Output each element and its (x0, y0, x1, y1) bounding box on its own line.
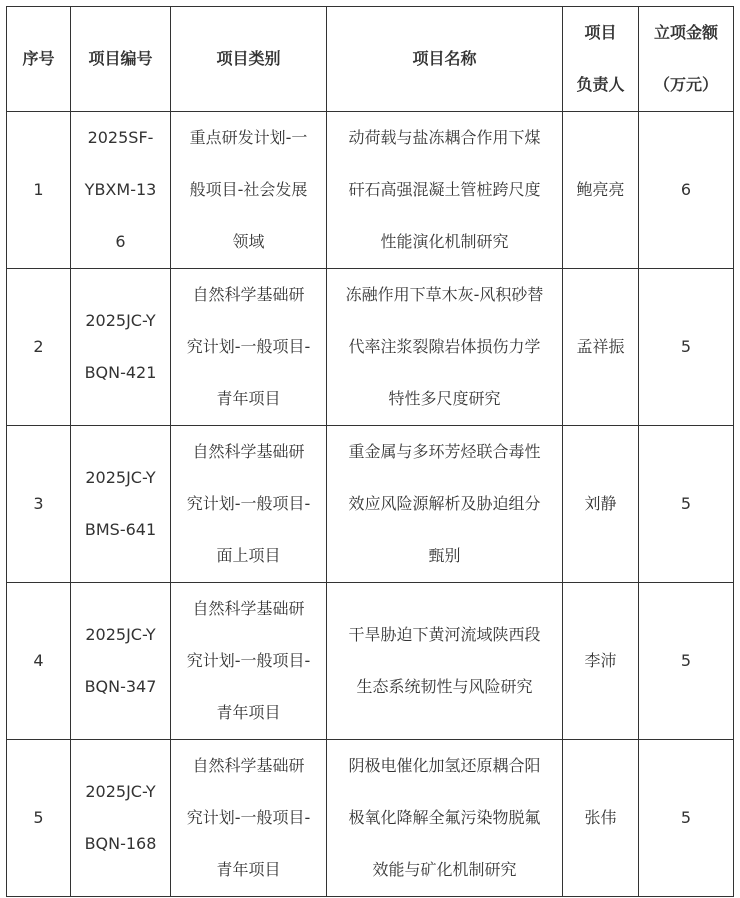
cell-code-line: 2025JC-Y (85, 782, 156, 801)
cell-leader: 鲍亮亮 (563, 112, 639, 269)
cell-category-line: 究计划-一般项目- (186, 808, 311, 827)
cell-amount: 6 (639, 112, 734, 269)
cell-code-line: 6 (115, 232, 126, 251)
cell-name-line: 矸石高强混凝土管桩跨尺度 (348, 180, 541, 199)
cell-index: 2 (7, 269, 71, 426)
header-code: 项目编号 (71, 7, 171, 112)
header-category: 项目类别 (171, 7, 327, 112)
cell-category-line: 究计划-一般项目- (186, 337, 311, 356)
cell-code (71, 583, 171, 740)
cell-category-line: 般项目-社会发展 (189, 180, 308, 199)
header-amount-line1: 立项金额 (653, 23, 718, 42)
cell-name-line: 特性多尺度研究 (388, 389, 501, 408)
cell-code-line: BQN-168 (84, 834, 157, 853)
cell-amount: 5 (639, 426, 734, 583)
cell-amount: 5 (639, 583, 734, 740)
cell-leader: 李沛 (563, 583, 639, 740)
cell-category-line: 自然科学基础研 (192, 442, 305, 461)
header-leader-line2: 负责人 (576, 75, 625, 94)
cell-name-line: 动荷载与盐冻耦合作用下煤 (348, 128, 541, 147)
cell-category-line: 重点研发计划-一 (189, 128, 308, 147)
cell-name-line: 代率注浆裂隙岩体损伤力学 (348, 337, 541, 356)
cell-name-line: 效应风险源解析及胁迫组分 (348, 494, 541, 513)
cell-category (171, 426, 327, 583)
cell-category-line: 究计划-一般项目- (186, 494, 311, 513)
cell-name (327, 269, 563, 426)
cell-category (171, 112, 327, 269)
cell-category-line: 领域 (232, 232, 265, 251)
cell-name (327, 112, 563, 269)
cell-code-line: 2025JC-Y (85, 468, 156, 487)
cell-name (327, 583, 563, 740)
cell-category (171, 740, 327, 897)
cell-index: 4 (7, 583, 71, 740)
cell-amount: 5 (639, 269, 734, 426)
cell-name (327, 740, 563, 897)
cell-code-line: BQN-347 (84, 677, 157, 696)
table-row (7, 112, 734, 269)
cell-category-line: 青年项目 (216, 389, 281, 408)
cell-category-line: 面上项目 (216, 546, 281, 565)
cell-index: 5 (7, 740, 71, 897)
cell-name-line: 极氧化降解全氟污染物脱氟 (348, 808, 541, 827)
cell-name-line: 性能演化机制研究 (380, 232, 509, 251)
cell-category (171, 269, 327, 426)
cell-leader: 张伟 (563, 740, 639, 897)
cell-category-line: 青年项目 (216, 703, 281, 722)
cell-code (71, 426, 171, 583)
table-header-row (7, 7, 734, 112)
cell-code (71, 740, 171, 897)
table-row (7, 740, 734, 897)
cell-code-line: 2025SF- (87, 128, 154, 147)
cell-code-line: 2025JC-Y (85, 311, 156, 330)
cell-amount: 5 (639, 740, 734, 897)
cell-category-line: 自然科学基础研 (192, 756, 305, 775)
cell-code (71, 112, 171, 269)
cell-name-line: 生态系统韧性与风险研究 (356, 677, 533, 696)
header-leader (563, 7, 639, 112)
cell-category-line: 究计划-一般项目- (186, 651, 311, 670)
cell-name-line: 阴极电催化加氢还原耦合阳 (348, 756, 541, 775)
cell-category-line: 青年项目 (216, 860, 281, 879)
cell-name-line: 重金属与多环芳烃联合毒性 (348, 442, 541, 461)
header-amount (639, 7, 734, 112)
cell-code (71, 269, 171, 426)
cell-name-line: 冻融作用下草木灰-风积砂替 (345, 285, 544, 304)
header-index: 序号 (7, 7, 71, 112)
cell-code-line: BMS-641 (84, 520, 157, 539)
cell-index: 3 (7, 426, 71, 583)
table-row (7, 583, 734, 740)
cell-name-line: 效能与矿化机制研究 (372, 860, 517, 879)
cell-code-line: 2025JC-Y (85, 625, 156, 644)
cell-category-line: 自然科学基础研 (192, 285, 305, 304)
cell-name-line: 甄别 (428, 546, 461, 565)
project-table (6, 6, 734, 897)
table-row (7, 426, 734, 583)
cell-code-line: BQN-421 (84, 363, 157, 382)
cell-name-line: 干旱胁迫下黄河流域陕西段 (348, 625, 541, 644)
cell-leader: 刘静 (563, 426, 639, 583)
header-amount-line2: （万元） (653, 75, 718, 94)
cell-category (171, 583, 327, 740)
cell-code-line: YBXM-13 (84, 180, 157, 199)
cell-index: 1 (7, 112, 71, 269)
header-leader-line1: 项目 (584, 23, 617, 42)
table-row (7, 269, 734, 426)
cell-leader: 孟祥振 (563, 269, 639, 426)
header-name: 项目名称 (327, 7, 563, 112)
cell-name (327, 426, 563, 583)
cell-category-line: 自然科学基础研 (192, 599, 305, 618)
